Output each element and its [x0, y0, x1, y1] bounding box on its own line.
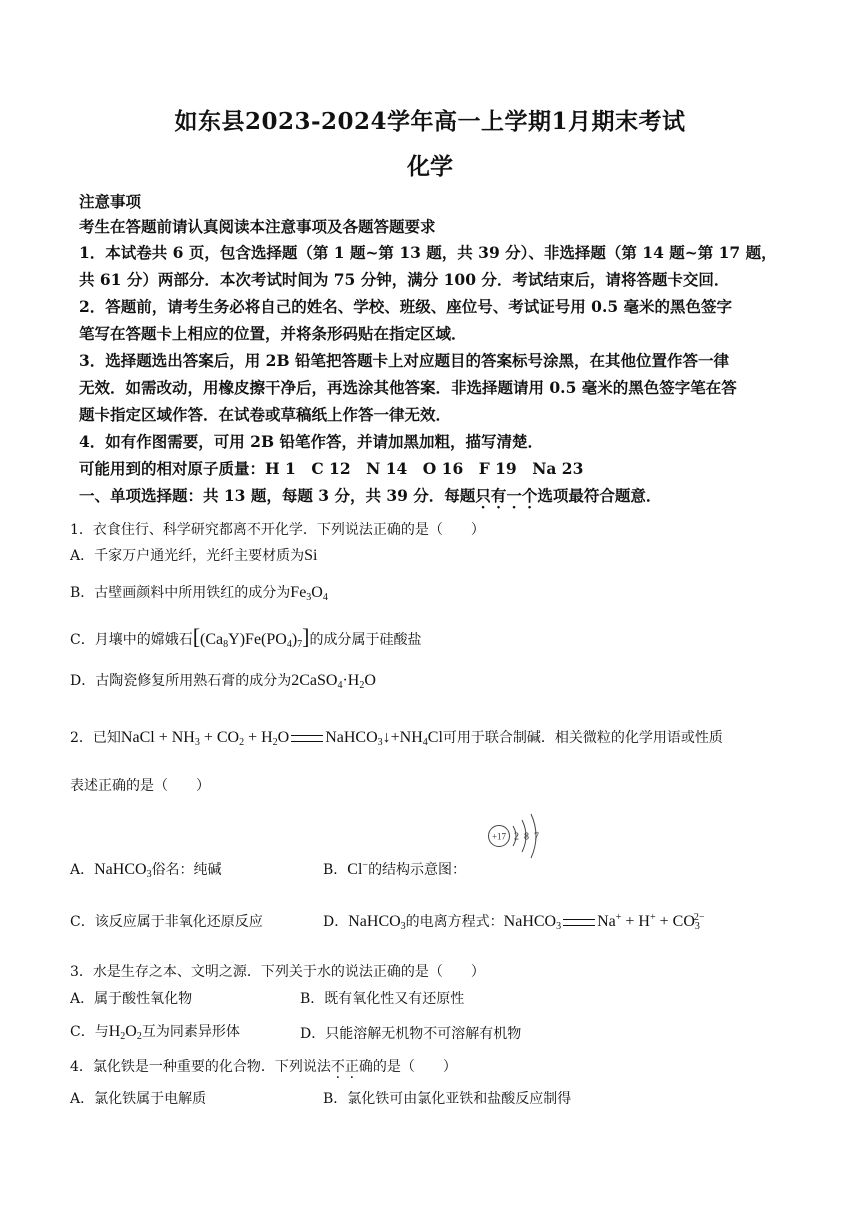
shell-electrons-3: 7	[534, 831, 539, 843]
notice-item-1-line-1: 1．本试卷共 6 页，包含选择题（第 1 题~第 13 题，共 39 分）、非选择题（第 14 题~第 17 题，	[79, 243, 777, 262]
notice-item-2-line-2: 笔写在答题卡上相应的位置，并将条形码贴在指定区域．	[79, 324, 467, 343]
formula-fe3o4: $Fe_3O_4$	[290, 584, 328, 603]
question-2-option-b: B．Cl−的结构示意图：	[323, 860, 467, 878]
notice-intro: 考生在答题前请认真阅读本注意事项及各题答题要求	[79, 217, 436, 236]
chloride-ion-structure-diagram	[482, 804, 546, 868]
notice-heading: 注意事项	[79, 192, 142, 211]
notice-item-3-line-2: 无效．如需改动，用橡皮擦干净后，再选涂其他答案．非选择题请用 0.5 毫米的黑色签字笔在答	[79, 378, 737, 397]
question-1-option-c: C．月壤中的嫦娥石$[(Ca_8Y)Fe(PO_4)_7]$的成分属于硅酸盐	[70, 624, 422, 650]
exam-title: 如东县2023-2024学年高一上学期1月期末考试	[174, 108, 686, 135]
question-4-stem: 4．氯化铁是一种重要的化合物．下列说法不正确的是（ ）	[70, 1059, 457, 1075]
question-3-option-c: C．与$H_2O_2$互为同素异形体	[70, 1023, 240, 1042]
formula-h2o2: $H_2O_2$	[108, 1023, 142, 1042]
atomic-mass-line: 可能用到的相对原子质量：H 1 C 12 N 14 O 16 F 19 Na 23	[79, 459, 584, 478]
question-2-option-c: C．该反应属于非氧化还原反应	[70, 914, 263, 930]
notice-item-3-line-1: 3．选择题选出答案后，用 2B 铅笔把答题卡上对应题目的答案标号涂黑，在其他位置作答一律	[79, 351, 729, 370]
section-1-heading: 一、单项选择题：共 13 题，每题 3 分，共 39 分．每题只有一个选项最符合题意．	[79, 486, 662, 505]
question-3-stem: 3．水是生存之本、文明之源．下列关于水的说法正确的是（ ）	[70, 964, 485, 980]
question-1-stem: 1．衣食住行、科学研究都离不开化学．下列说法正确的是（ ）	[70, 522, 485, 538]
formula-nahco3: NaHCO$_3$	[94, 861, 152, 880]
formula-chloride-ion: Cl−	[347, 860, 369, 878]
reaction-equation: NaCl + $NH_3 + CO_2 + H_2O$ $NaHCO_3↓+NH_4Cl$	[120, 729, 443, 748]
notice-item-1-line-2: 共 61 分）两部分．本次考试时间为 75 分钟，满分 100 分．考试结束后，请将答题卡交回．	[79, 270, 730, 289]
question-1-option-a: A．千家万户通光纤，光纤主要材质为Si	[70, 547, 318, 564]
notice-item-3-line-3: 题卡指定区域作答．在试卷或草稿纸上作答一律无效．	[79, 405, 452, 424]
formula-nahco3-d: NaHCO$_3$	[348, 913, 406, 932]
subject-title: 化学	[407, 153, 453, 180]
formula-changeite: $[(Ca_8Y)Fe(PO_4)_7]$	[192, 624, 310, 650]
question-3-option-b: B．既有氧化性又有还原性	[300, 991, 465, 1007]
question-1-option-d: D．古陶瓷修复所用熟石膏的成分为$2CaSO_4\cdot H_2O$	[70, 672, 376, 691]
formula-plaster: $2CaSO_4\cdot H_2O$	[291, 672, 376, 691]
question-2-option-d: D．NaHCO$_3$的电离方程式：NaHCO$_3$ $Na^+ + H^+ + CO_3^{2-}$	[323, 912, 705, 932]
question-2-option-a: A．NaHCO$_3$俗名：纯碱	[70, 861, 222, 880]
question-4-option-a: A．氯化铁属于电解质	[70, 1091, 207, 1107]
question-4-option-b: B．氯化铁可由氯化亚铁和盐酸反应制得	[323, 1091, 572, 1107]
nucleus-charge: +17	[491, 831, 507, 842]
notice-item-2-line-1: 2．答题前，请考生务必将自己的姓名、学校、班级、座位号、考试证号用 0.5 毫米的黑色签字	[79, 297, 733, 316]
shell-electrons-2: 8	[524, 831, 529, 843]
notice-item-4: 4．如有作图需要，可用 2B 铅笔作答，并请加黑加粗，描写清楚．	[79, 432, 543, 451]
question-3-option-a: A．属于酸性氧化物	[70, 991, 193, 1007]
shell-electrons-1: 2	[514, 831, 519, 843]
question-2-stem: 2．已知NaCl + $NH_3 + CO_2 + H_2O$ $NaHCO_3↓+NH_4Cl$可用于联合制碱．相关微粒的化学用语或性质	[70, 729, 723, 748]
question-1-option-b: B．古壁画颜料中所用铁红的成分为$Fe_3O_4$	[70, 584, 328, 603]
question-3-option-d: D．只能溶解无机物不可溶解有机物	[300, 1026, 522, 1042]
ionization-equation: NaHCO$_3$ $Na^+ + H^+ + CO_3^{2-}$	[503, 912, 705, 932]
question-2-stem-line-2: 表述正确的是（ ）	[70, 778, 210, 794]
